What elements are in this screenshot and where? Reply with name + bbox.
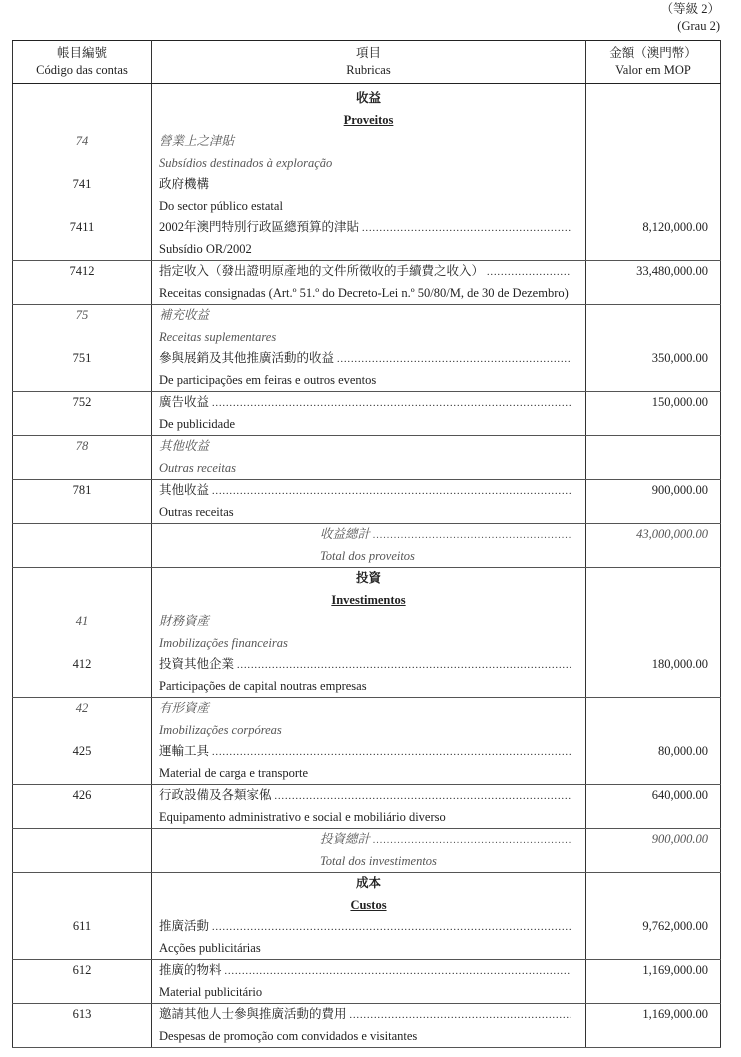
table-header [13, 41, 721, 84]
amount: 1,169,000.00 [642, 1007, 708, 1021]
account-code: 75 [75, 308, 89, 322]
rubric-zh: 補充收益 [159, 308, 210, 322]
account-code: 74 [75, 134, 89, 148]
rubric-pt: Receitas suplementares [159, 329, 277, 344]
section-title-pt: Investimentos [331, 592, 406, 607]
header-code [13, 41, 152, 84]
amount: 8,120,000.00 [642, 220, 708, 234]
total-row [13, 524, 721, 568]
account-code: 611 [72, 919, 92, 933]
rubric-zh: 其他收益 [159, 439, 210, 453]
table-row [13, 873, 721, 960]
account-code: 612 [72, 963, 92, 977]
amount: 640,000.00 [651, 788, 708, 802]
amount: 9,762,000.00 [642, 919, 708, 933]
rubric-zh: 參與展銷及其他推廣活動的收益 [159, 351, 335, 365]
rubric-pt: Outras receitas [159, 460, 236, 475]
table-row [13, 785, 721, 829]
table-row [13, 960, 721, 1004]
section-title-zh: 投資 [355, 571, 381, 585]
amount: 150,000.00 [651, 395, 708, 409]
rubric-pt: Imobilizações corpóreas [159, 722, 282, 737]
total-row [13, 829, 721, 873]
amount: 1,169,000.00 [642, 963, 708, 977]
section-title-zh: 收益 [355, 91, 381, 105]
table-row [13, 480, 721, 524]
total-label-zh: 收益總計 [320, 527, 371, 541]
rubric-zh: 邀請其他人士參與推廣活動的費用 [159, 1007, 347, 1021]
grade-label-pt: (Grau 2) [677, 19, 720, 33]
table-row [13, 698, 721, 785]
rubric-pt: Despesas de promoção com convidados e visitantes [159, 1028, 418, 1043]
account-code: 751 [72, 351, 92, 365]
account-code: 741 [72, 177, 92, 191]
rubric-pt: De publicidade [159, 416, 236, 431]
rubric-zh: 運輸工具 [159, 744, 210, 758]
rubric-zh: 其他收益 [159, 483, 210, 497]
table-row [13, 392, 721, 436]
account-code: 7411 [69, 220, 95, 234]
account-code: 7412 [69, 264, 95, 278]
total-label-pt: Total dos proveitos [320, 548, 415, 563]
rubric-pt: Equipamento administrativo e social e mobiliário diverso [159, 809, 446, 824]
rubric-pt: Participações de capital noutras empresas [159, 678, 367, 693]
account-code: 42 [75, 701, 89, 715]
rubric-pt: Acções publicitárias [159, 940, 261, 955]
header-item [152, 41, 586, 84]
grade-label [661, 1, 720, 35]
account-code: 78 [75, 439, 89, 453]
total-label-zh: 投資總計 [320, 832, 371, 846]
header-item-pt: Rubricas [346, 63, 391, 77]
section-title-zh: 成本 [355, 876, 381, 890]
header-code-zh: 帳目編號 [56, 46, 107, 60]
amount: 80,000.00 [658, 744, 708, 758]
rubric-pt: De participações em feiras e outros eventos [159, 372, 377, 387]
rubric-zh: 有形資產 [159, 701, 210, 715]
rubric-zh: 指定收入（發出證明原產地的文件所徵收的手續費之收入） [159, 264, 485, 278]
header-value-zh: 金額（澳門幣） [609, 46, 697, 60]
amount: 350,000.00 [651, 351, 708, 365]
account-code: 412 [72, 657, 92, 671]
grade-label-zh: （等級 2） [660, 2, 720, 16]
rubric-pt: Do sector público estatal [159, 198, 283, 213]
account-code: 426 [72, 788, 92, 802]
account-code: 41 [75, 614, 89, 628]
rubric-zh: 營業上之津貼 [159, 134, 235, 148]
header-value [586, 41, 721, 84]
rubric-zh: 財務資產 [159, 614, 210, 628]
section-title-pt: Custos [350, 897, 387, 912]
rubric-zh: 政府機構 [159, 177, 210, 191]
rubric-zh: 2002年澳門特別行政區總預算的津貼 [159, 220, 360, 234]
table-row [13, 568, 721, 698]
account-code: 613 [72, 1007, 92, 1021]
table-row [13, 1004, 721, 1048]
total-label-pt: Total dos investimentos [320, 853, 437, 868]
amount: 180,000.00 [651, 657, 708, 671]
total-amount: 900,000.00 [651, 832, 708, 846]
account-code: 752 [72, 395, 92, 409]
total-amount: 43,000,000.00 [636, 527, 708, 541]
header-item-zh: 項目 [355, 46, 381, 60]
table-row [13, 261, 721, 305]
rubric-pt: Receitas consignadas (Art.º 51.º do Decreto-Lei n.º 50/80/M, de 30 de Dezembro) [159, 285, 569, 300]
budget-table [12, 40, 721, 1048]
rubric-zh: 推廣的物料 [159, 963, 222, 977]
rubric-pt: Outras receitas [159, 504, 234, 519]
account-code: 425 [72, 744, 92, 758]
rubric-pt: Subsídios destinados à exploração [159, 155, 333, 170]
section-title-pt: Proveitos [343, 112, 394, 127]
header-value-pt: Valor em MOP [615, 63, 691, 77]
rubric-zh: 廣告收益 [159, 395, 210, 409]
account-code: 781 [72, 483, 92, 497]
rubric-zh: 行政設備及各類家俬 [159, 788, 272, 802]
rubric-pt: Subsídio OR/2002 [159, 241, 252, 256]
rubric-pt: Imobilizações financeiras [159, 635, 288, 650]
rubric-pt: Material publicitário [159, 984, 263, 999]
amount: 33,480,000.00 [636, 264, 708, 278]
table-row [13, 84, 721, 261]
header-code-pt: Código das contas [36, 63, 128, 77]
rubric-zh: 投資其他企業 [159, 657, 235, 671]
rubric-pt: Material de carga e transporte [159, 765, 308, 780]
table-row [13, 436, 721, 480]
table-row [13, 305, 721, 392]
rubric-zh: 推廣活動 [159, 919, 210, 933]
amount: 900,000.00 [651, 483, 708, 497]
